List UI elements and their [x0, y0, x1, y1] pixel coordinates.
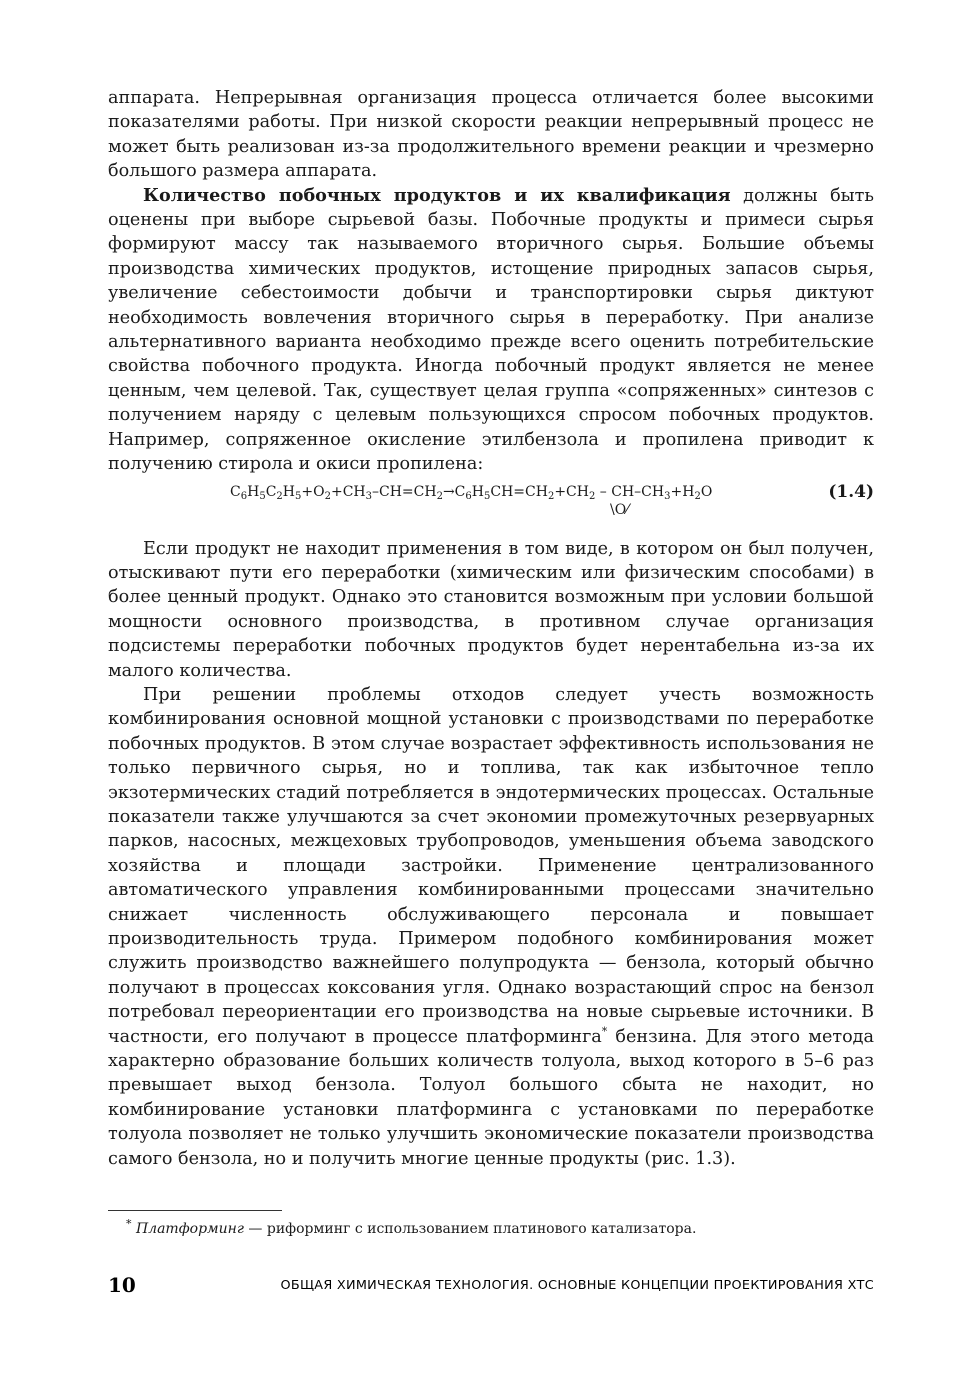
footnote-mark: *: [126, 1217, 132, 1231]
byproducts-heading: Количество побочных продуктов и их квалификация: [143, 184, 731, 206]
byproducts-text: должны быть оценены при выборе сырьевой базы. Побочные продукты и примеси сырья формируют массу так называемого вторичного сырья. Большие объемы производства химических продуктов, истощение природных запасов сырья, увеличение себестоимости добычи и транспортировки сырья диктуют необходимость вовлечения вторичного сырья в переработку. При анализе альтернативного варианта необходимо прежде всего оценить потребительские свойства побочного продукта. Иногда побочный продукт является не менее ценным, чем целевой. Так, существует целая группа «сопряженных» синтезов с получением наряду с целевым пользующихся спросом побочных продуктов. Например, сопряженное окисление этилбензола и пропилена приводит к получению стирола и окиси пропилена:: [108, 185, 874, 475]
paragraph-apparatus: аппарата. Непрерывная организация процесса отличается более высокими показателями работы. При низкой скорости реакции непрерывный процесс не может быть реализован из-за продолжительного времени реакции и чрезмерно большого размера аппарата.: [108, 88, 874, 182]
paragraph-waste-combination: При решении проблемы отходов следует учесть возможность комбинирования основной мощной установки с производствами по переработке побочных продуктов. В этом случае возрастает эффективность использования не только первичного сырья, но и топлива, так как избыточное тепло экзотермических стадий потребляется в эндотермических процессах. Остальные показатели также улучшаются за счет экономии промежуточных резервуарных парков, насосных, межцеховых трубопроводов, уменьшения объема заводского хозяйства и площади застройки. Применение централизованного автоматического управления комбинированными процессами значительно снижает численность обслуживающего персонала и повышает производительность труда. Примером подобного комбинирования может служить производство важнейшего полупродукта — бензола, который обычно получают в процессах коксования угля. Однако возрастающий спрос на бензол потребовал переориентации его производства на новые сырьевые источники. В частности, его получают в процессе платформинга* бензина. Для этого метода характерно образование больших количеств толуола, выход которого в 5–6 раз превышает выход бензола. Толуол большого сбыта не находит, но комбинирование установки платформинга с установками по переработке толуола позволяет не только улучшить экономические показатели производства самого бензола, но и получить многие ценные продукты (рис. 1.3).: [108, 684, 874, 1169]
footnote-marker[interactable]: *: [601, 1024, 608, 1038]
paragraph-product-use: Если продукт не находит применения в том виде, в котором он был получен, отыскивают пути его переработки (химическим или физическим способами) в более ценный продукт. Однако это становится возможным при условии большой мощности основного производства, в противном случае организация подсистемы переработки побочных продуктов будет нерентабельна из-за их малого количества.: [108, 538, 874, 681]
footnote: [126, 1219, 696, 1239]
running-title: ОБЩАЯ ХИМИЧЕСКАЯ ТЕХНОЛОГИЯ. ОСНОВНЫЕ КОНЦЕПЦИИ ПРОЕКТИРОВАНИЯ ХТС: [280, 1278, 874, 1293]
page-body: [108, 86, 874, 1171]
page-footer: [108, 1272, 874, 1298]
paragraph-byproducts: [108, 184, 874, 477]
reaction-formula: $C_6H_5C_2H_5+O_2+CH_3-CH=CH_2\to C_6H_5CH=CH_2+CH_2 - CH-CH_3+H_2O$: [230, 483, 713, 502]
footnote-term: Платформинг: [135, 1221, 244, 1237]
epoxide-oxygen-bridge: \O⁄: [610, 501, 629, 518]
footnote-divider: [108, 1210, 282, 1211]
footnote-text: — риформинг с использованием платинового катализатора.: [243, 1221, 697, 1237]
equation-number: (1.4): [828, 481, 874, 502]
equation-1-4: [108, 481, 874, 533]
page-number: 10: [108, 1273, 136, 1297]
